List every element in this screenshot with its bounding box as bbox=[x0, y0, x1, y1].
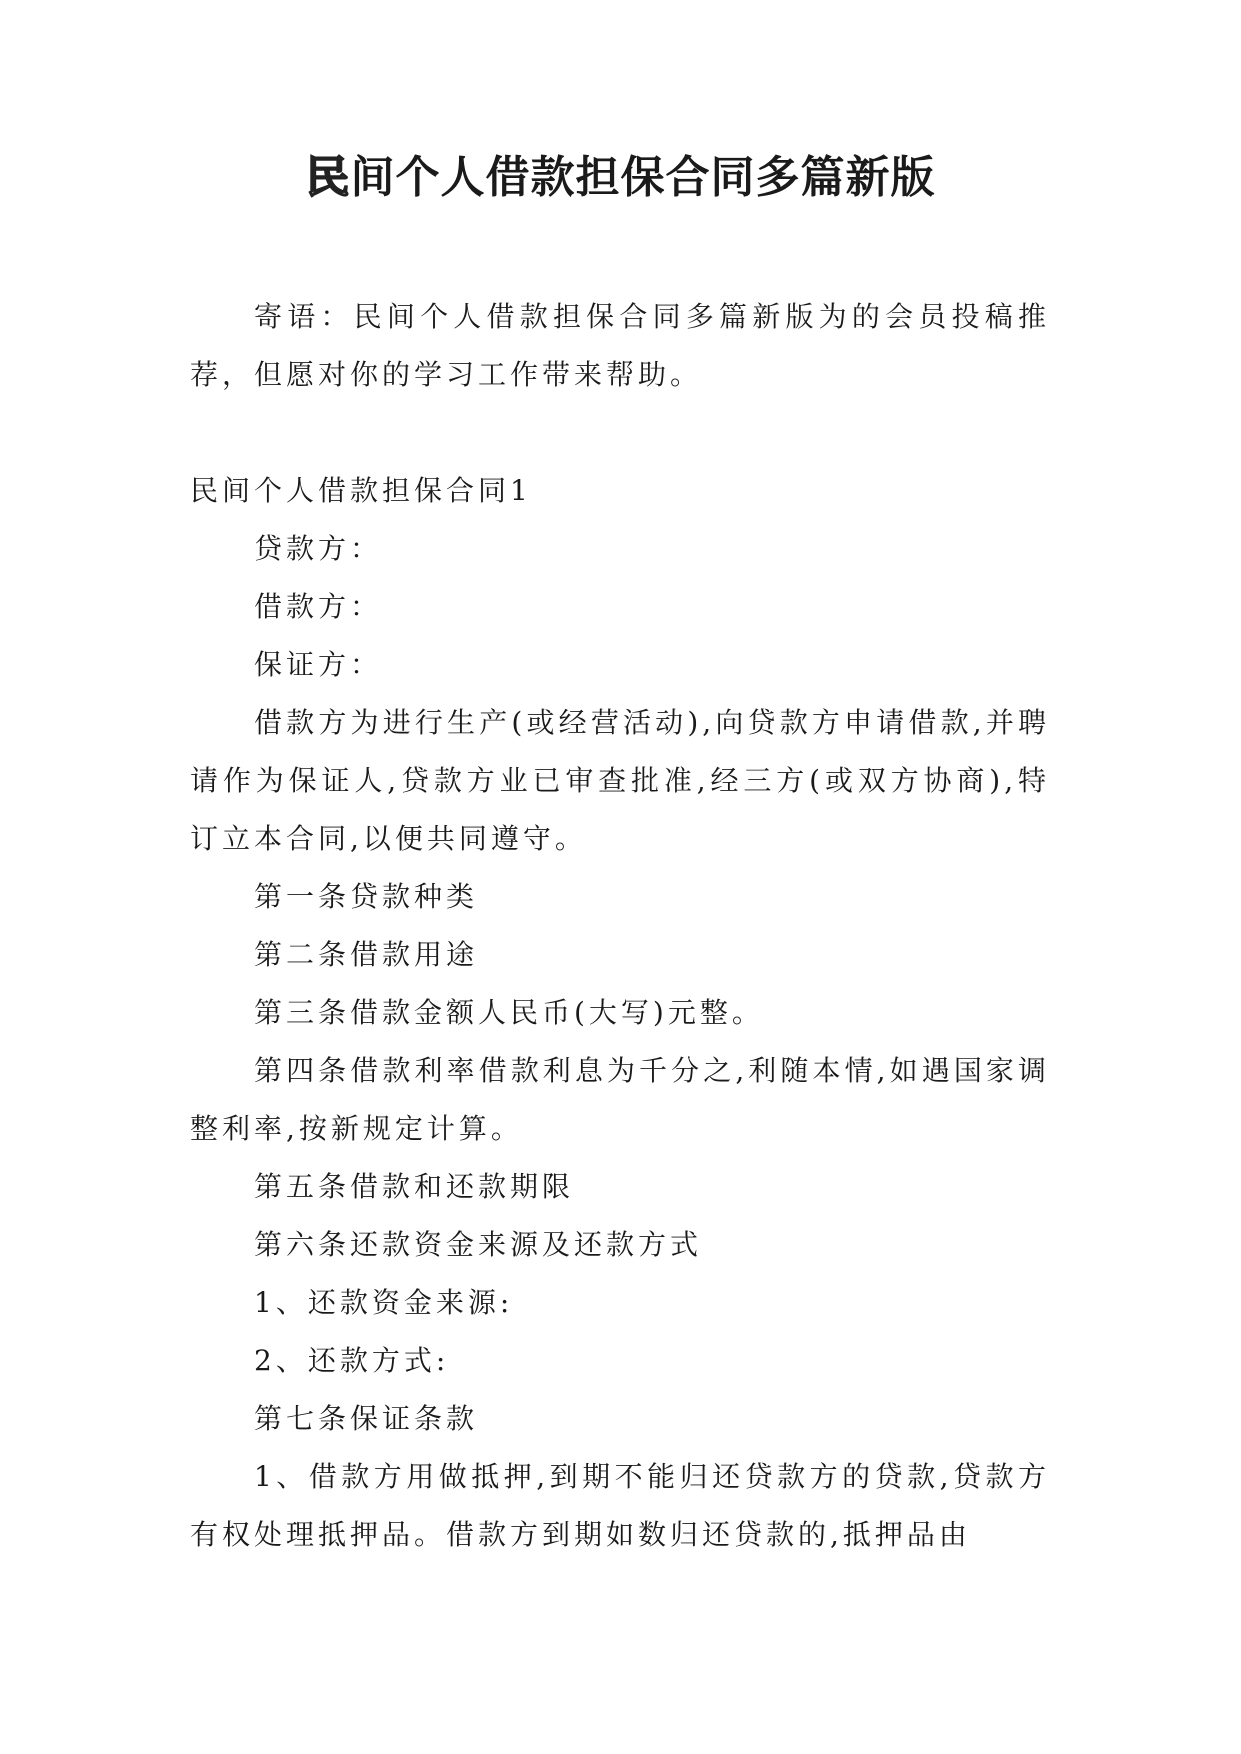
paragraph: 1、借款方用做抵押,到期不能归还贷款方的贷款,贷款方有权处理抵押品。借款方到期如数归还贷款的,抵押品由 bbox=[190, 1460, 1050, 1551]
paragraph: 第四条借款利率借款利息为千分之,利随本情,如遇国家调整利率,按新规定计算。 bbox=[190, 1054, 1050, 1145]
section-heading: 民间个人借款担保合同1 bbox=[190, 474, 532, 507]
paragraph: 1、还款资金来源: bbox=[254, 1286, 514, 1319]
paragraph: 第七条保证条款 bbox=[254, 1402, 479, 1435]
document-title bbox=[0, 148, 1241, 208]
paragraph: 贷款方： bbox=[254, 532, 383, 565]
title-first-char: 民 bbox=[305, 152, 351, 203]
paragraph: 2、还款方式: bbox=[254, 1344, 450, 1377]
intro-paragraph: 寄语：民间个人借款担保合同多篇新版为的会员投稿推荐，但愿对你的学习工作带来帮助。 bbox=[190, 300, 1050, 391]
paragraph: 保证方： bbox=[254, 648, 383, 681]
paragraph: 第二条借款用途 bbox=[254, 938, 479, 971]
document-body bbox=[190, 288, 1050, 1564]
paragraph: 借款方： bbox=[254, 590, 383, 623]
paragraph: 第五条借款和还款期限 bbox=[254, 1170, 575, 1203]
paragraph: 第一条贷款种类 bbox=[254, 880, 479, 913]
paragraph: 第六条还款资金来源及还款方式 bbox=[254, 1228, 703, 1261]
title-rest: 间个人借款担保合同多篇新版 bbox=[350, 152, 936, 203]
paragraph: 第三条借款金额人民币(大写)元整。 bbox=[254, 996, 764, 1029]
paragraph: 借款方为进行生产(或经营活动),向贷款方申请借款,并聘请作为保证人,贷款方业已审查批准,经三方(或双方协商),特订立本合同,以便共同遵守。 bbox=[190, 706, 1050, 855]
